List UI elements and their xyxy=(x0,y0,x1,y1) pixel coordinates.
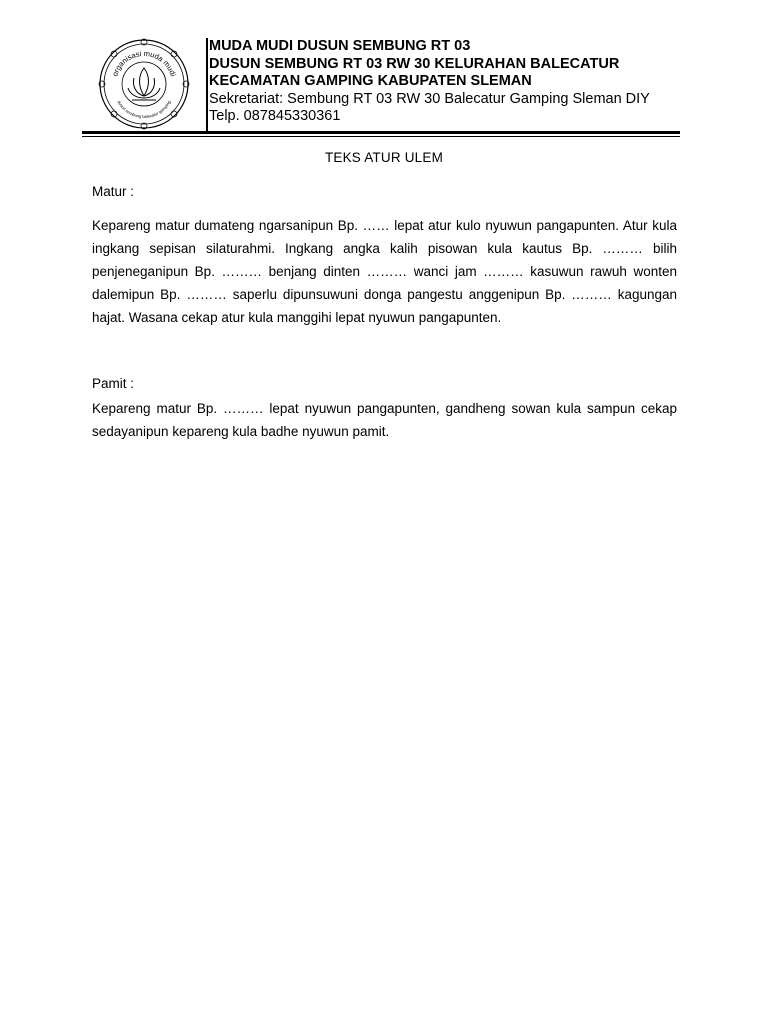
pamit-paragraph: Kepareng matur Bp. ……… lepat nyuwun pangapunten, gandheng sowan kula sampun cekap sedayanipun kepareng kula badhe nyuwun pamit. xyxy=(92,401,677,439)
letterhead-rule-thin xyxy=(82,136,680,137)
matur-label: Matur : xyxy=(92,184,135,199)
svg-text:organisasi muda mudi xyxy=(110,49,178,78)
secretariat-address: Sekretariat: Sembung RT 03 RW 30 Balecatur Gamping Sleman DIY xyxy=(209,90,650,107)
seal-bottom-text: dusun sembung balecatur gamping xyxy=(116,99,172,120)
document-title: TEKS ATUR ULEM xyxy=(324,150,444,165)
letterhead-text xyxy=(209,38,650,126)
org-region-line: KECAMATAN GAMPING KABUPATEN SLEMAN xyxy=(209,73,532,89)
letterhead-divider xyxy=(206,38,208,132)
svg-text:dusun sembung balecatur gampin xyxy=(116,99,172,119)
letterhead-rule-thick xyxy=(82,131,680,134)
letterhead xyxy=(82,34,680,132)
org-address-line: DUSUN SEMBUNG RT 03 RW 30 KELURAHAN BALECATUR xyxy=(209,55,620,72)
organization-seal-icon xyxy=(98,38,190,130)
pamit-label: Pamit : xyxy=(92,376,135,391)
org-name: MUDA MUDI DUSUN SEMBUNG RT 03 xyxy=(209,38,471,54)
matur-paragraph: Kepareng matur dumateng ngarsanipun Bp. …… lepat atur kulo nyuwun pangapunten. Atur kula ingkang sepisan silaturahmi. Ingkang angka kalih pisowan kula kautus Bp. ……… bilih penjeneganipun Bp. ……… benjang dinten ……… wanci jam ……… kasuwun rawuh wonten dalemipun Bp. ……… saperlu dipunsuwuni donga pangestu anggenipun Bp. ……… kagungan hajat. Wasana cekap atur kula manggihi lepat nyuwun pangapunten. xyxy=(92,218,677,325)
phone-number: Telp. 087845330361 xyxy=(209,108,341,124)
seal-top-text: organisasi muda mudi xyxy=(110,48,178,78)
